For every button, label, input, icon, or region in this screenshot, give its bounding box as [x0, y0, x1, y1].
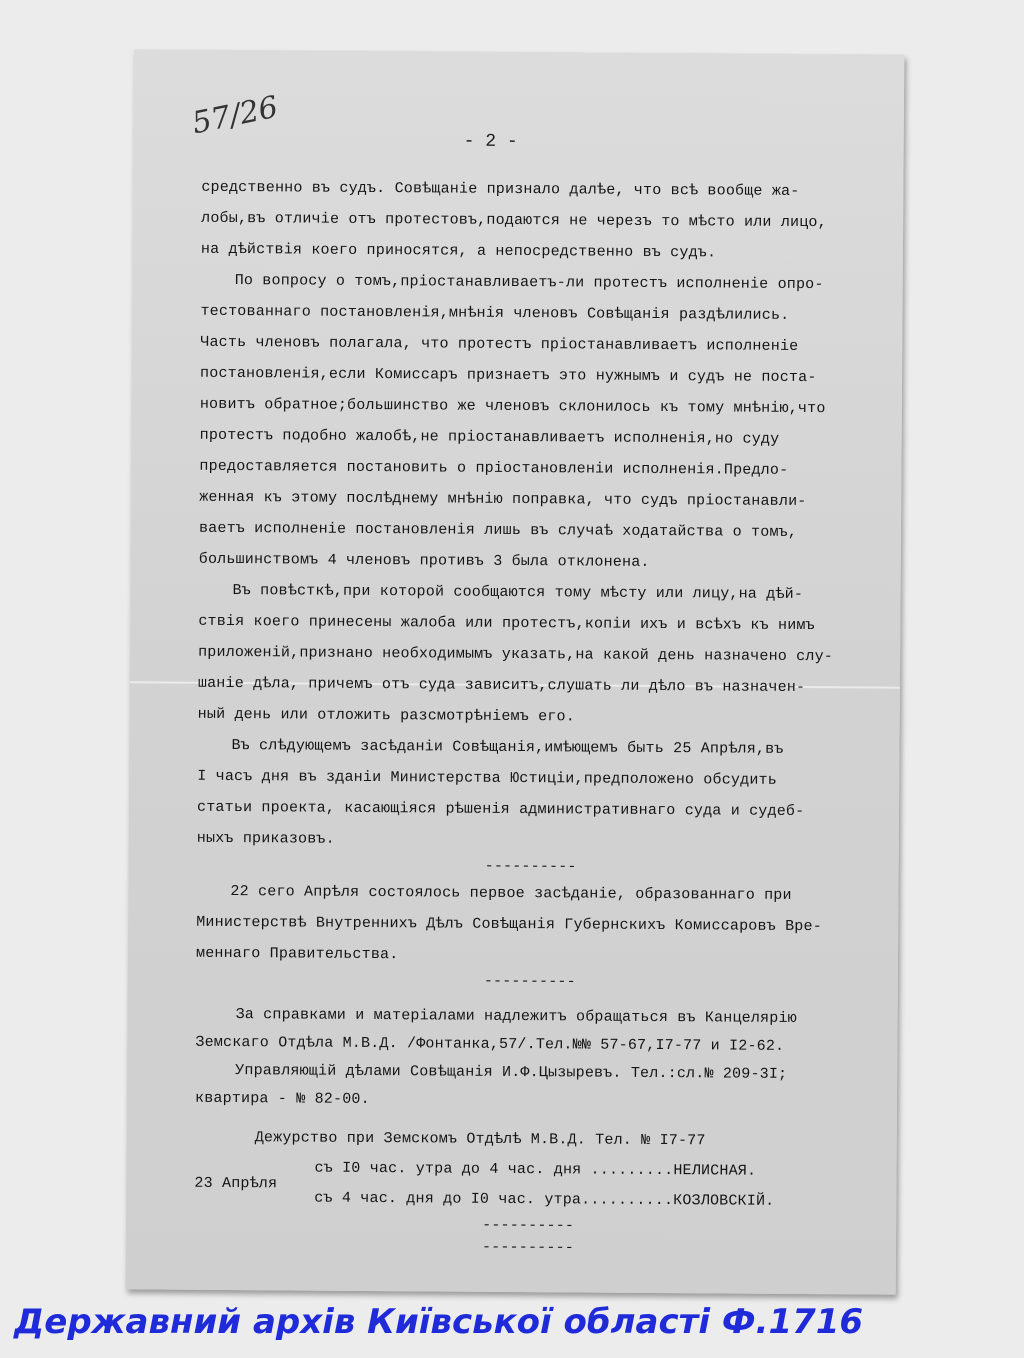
text-line: Часть членовъ полагала, что протестъ пріостанавливаетъ исполненіе [200, 333, 799, 355]
text-line: новитъ обратное;большинство же членовъ склонилось къ тому мнѣнію,что [199, 395, 826, 418]
duty-grid [194, 1153, 884, 1218]
text-line: меннаго Правительства. [195, 944, 399, 964]
duty-shift: съ 4 час. дня до I0 час. утра..........КОЗЛОВСКІЙ. [314, 1189, 775, 1210]
text-line: на дѣйствія коего приносятся, а непосредственно въ судъ. [200, 240, 717, 262]
page-number: - 2 - [463, 131, 518, 153]
duty-date: 23 Апрѣля [194, 1174, 278, 1192]
contact-line: Земскаго Отдѣла М.В.Д. /Фонтанка,57/.Тел.№№ 57-67,I7-77 и I2-62. [195, 1033, 785, 1055]
separator-line: ---------- [481, 1238, 575, 1257]
text-line: приложеній,признано необходимымъ указать,на какой день назначено слу- [198, 643, 834, 666]
text-line: средственно въ судъ. Совѣщаніе признало далѣе, что всѣ вообще жа- [201, 178, 800, 200]
duty-title: Дежурство при Земскомъ Отдѣлѣ М.В.Д. Тел. № I7-77 [254, 1129, 706, 1150]
text-line: ваетъ исполненіе постановленія лишь въ случаѣ ходатайства о томъ, [198, 519, 798, 541]
archive-caption: Державний архів Київської області Ф.1716 [14, 1302, 864, 1342]
text-line: Министерствѣ Внутреннихъ Дѣлъ Совѣщанія Губернскихъ Комиссаровъ Вре- [196, 913, 822, 936]
text-line: протестъ подобно жалобѣ,не пріостанавливаетъ исполненія,но суду [199, 426, 780, 448]
text-line: 22 сего Апрѣля состоялось первое засѣданіе, образованнаго при [230, 883, 792, 904]
text-line: ствія коего принесены жалоба или протестъ,копіи ихъ и всѣхъ къ нимъ [198, 612, 815, 635]
text-line: ный день или отложить разсмотрѣніемъ его. [197, 705, 576, 726]
paragraph-5 [196, 876, 887, 974]
separator-line: ---------- [483, 972, 576, 991]
paragraph-1 [201, 172, 892, 270]
text-line: Въ повѣсткѣ,при которой сообщаются тому мѣсту или лицу,на дѣй- [232, 582, 804, 604]
text-line: тестованнаго постановленія,мнѣнія членовъ Совѣщанія раздѣлились. [200, 302, 790, 324]
text-line: женная къ этому послѣднему мнѣнію поправка, что судъ пріостанавли- [199, 488, 807, 511]
paragraph-2 [199, 265, 891, 580]
duty-shifts [314, 1154, 884, 1218]
text-line: статьи проекта, касающіяся рѣшенія административнаго суда и судеб- [196, 798, 805, 821]
contact-line: квартира - № 82-00. [194, 1089, 370, 1108]
contact-info [195, 1001, 886, 1118]
text-line: I часъ дня въ зданіи Министерства Юстиціи,предположено обсудить [197, 767, 778, 789]
paragraph-3 [198, 575, 889, 735]
text-line: большинствомъ 4 членовъ противъ 3 была отклонена. [198, 550, 650, 571]
text-line: Въ слѣдующемъ засѣданіи Совѣщанія,имѣющемъ быть 25 Апрѣля,въ [231, 737, 784, 758]
text-line: По вопросу о томъ,пріостанавливаетъ-ли протестъ исполненіе опро- [234, 272, 824, 294]
text-line: постановленія,если Комиссаръ признаетъ это нужнымъ и судъ не поста- [200, 364, 817, 387]
handwritten-note: 57/26 [189, 89, 281, 142]
paragraph-4 [197, 730, 888, 859]
document-page [126, 49, 905, 1294]
text-line: лобы,въ отличіе отъ протестовъ,подаются не черезъ то мѣсто или лицо, [201, 209, 827, 232]
duty-shift: съ I0 час. утра до 4 час. дня .........НЕЛИСНАЯ. [314, 1159, 757, 1180]
document-body [194, 172, 892, 1262]
duty-schedule [194, 1123, 885, 1218]
contact-line: За справками и матеріалами надлежитъ обращаться въ Канцелярію [235, 1006, 797, 1027]
contact-line: Управляющій дѣлами Совѣщанія И.Ф.Цызыревъ. Тел.:сл.№ 209-3I; [235, 1062, 788, 1083]
text-line: предоставляется постановить о пріостановленіи исполненія.Предло- [199, 457, 789, 479]
text-line: ныхъ приказовъ. [196, 829, 335, 848]
text-line: шаніе дѣла, причемъ отъ суда зависитъ,слушать ли дѣло въ назначен- [197, 674, 806, 697]
separator-line: ---------- [484, 857, 577, 876]
separator-line: ---------- [482, 1216, 575, 1235]
